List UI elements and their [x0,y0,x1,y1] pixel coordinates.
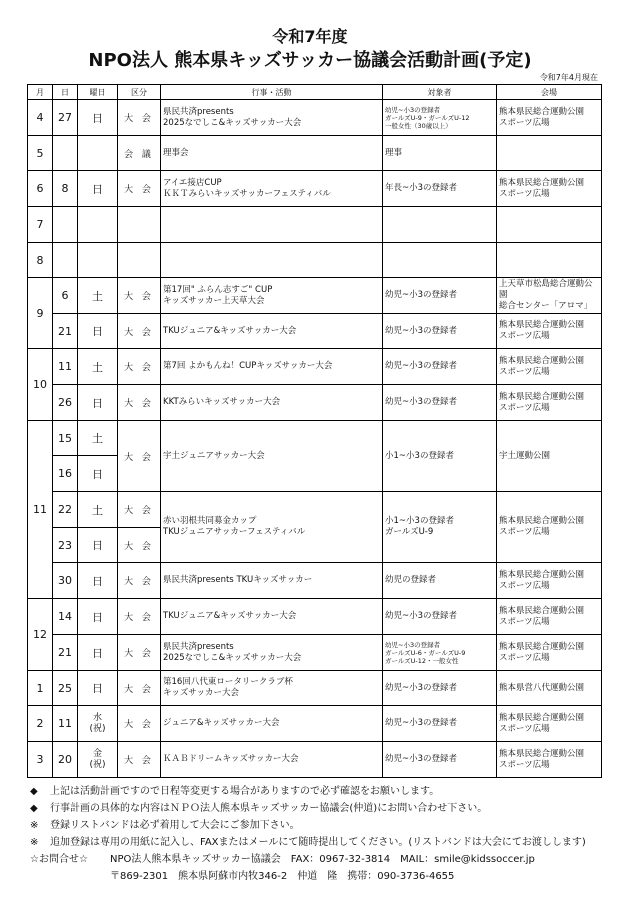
event-name: 赤い羽根共同募金カップ TKUジュニアサッカーフェスティバル [163,516,306,537]
target-audience: 幼児~小3の登録者 [385,718,458,728]
month-cell: 5 [28,136,53,171]
table-row [28,671,602,706]
target-audience: 幼児~小3の登録者 ガールズU-6・ガールズU-9 ガールズU-12・一般女性 [385,640,466,665]
weekday-cell: 日 [78,671,118,706]
weekday-cell: 日 [78,385,118,421]
table-header-row [28,85,602,100]
day-cell: 21 [53,314,78,349]
header-category: 区分 [118,85,161,100]
day-cell: 11 [53,706,78,742]
note-mark: ※ [30,837,39,848]
header-month: 月 [28,85,53,100]
month-cell: 10 [28,349,53,421]
weekday-cell: 日 [78,100,118,136]
table-row [28,635,602,671]
target-audience: 幼児~小3の登録者 [385,361,458,371]
target-audience: 幼児~小3の登録者 ガールズU-9・ガールズU-12 一般女性（30歳以上） [385,105,470,130]
note-text: 追加登録は専用の用紙に記入し、FAXまたはメールにて随時提出してください。(リストバンドは大会にてお渡しします) [50,837,586,848]
venue-name: 宇土運動公園 [499,450,551,461]
event-name: 県民共済presents TKUキッズサッカー [163,575,313,585]
category-cell: 大 会 [118,100,161,136]
fiscal-year-title: 令和7年度 [272,27,348,46]
day-cell: 27 [53,100,78,136]
weekday-cell: 日 [78,528,118,563]
venue-name: 熊本県民総合運動公園 スポーツ広場 [499,712,585,734]
table-row [28,742,602,778]
header-venue: 会場 [497,85,602,100]
weekday-cell: 日 [78,171,118,207]
header-weekday: 曜日 [78,85,118,100]
category-cell: 大 会 [118,349,161,385]
contact-line-org: NPO法人熊本県キッズサッカー協議会 FAX：0967-32-3814 MAIL：smile@kidssoccer.jp [110,854,535,865]
day-cell: 15 [53,421,78,456]
category-cell: 大 会 [118,599,161,635]
day-cell: 11 [53,349,78,385]
table-row [28,207,602,243]
venue-name: 熊本県営八代運動公園 [499,682,585,693]
day-cell: 23 [53,528,78,563]
table-row [28,243,602,278]
venue-name: 熊本県民総合運動公園 スポーツ広場 [499,569,585,591]
category-cell: 大 会 [118,671,161,706]
day-cell: 16 [53,456,78,492]
note-text: 行事計画の具体的な内容はＮＰＯ法人熊本県キッズサッカー協議会(仲道)にお問い合わせ下さい。 [50,803,488,814]
event-name: 理事会 [163,147,189,158]
event-name: TKUジュニア&キッズサッカー大会 [163,325,297,336]
event-name: TKUジュニア&キッズサッカー大会 [163,611,297,621]
target-audience: 年長~小3の登録者 [385,183,458,193]
weekday-cell: 日 [78,456,118,492]
header-day: 日 [53,85,78,100]
target-audience: 幼児~小3の登録者 [385,682,458,693]
venue-name: 熊本県民総合運動公園 スポーツ広場 [499,106,585,128]
event-name: 第7回 よかもんね！CUPキッズサッカー大会 [163,361,333,371]
as-of-date: 令和7年4月現在 [539,73,598,82]
note-line [30,834,610,851]
table-row [28,563,602,599]
category-cell: 大 会 [118,314,161,349]
schedule-table [27,84,602,778]
weekday-cell: 日 [78,563,118,599]
note-mark: ◆ [30,803,38,814]
header-target: 対象者 [383,85,497,100]
category-cell: 大 会 [118,421,161,492]
day-cell: 22 [53,492,78,528]
category-cell: 大 会 [118,706,161,742]
month-cell: 1 [28,671,53,706]
weekday-cell: 土 [78,492,118,528]
target-audience: 小1~小3の登録者 ガールズU-9 [385,516,454,537]
table-row [28,385,602,421]
target-audience: 幼児~小3の登録者 [385,611,458,621]
note-line [30,800,610,817]
weekday-cell [78,136,118,171]
note-text: 登録リストバンドは必ず着用して大会にご参加下さい。 [50,820,300,831]
month-cell: 11 [28,421,53,599]
target-audience: 幼児~小3の登録者 [385,754,458,764]
weekday-cell: 日 [78,635,118,671]
day-cell: 30 [53,563,78,599]
month-cell: 7 [28,207,53,243]
weekday-cell: 金 (祝) [89,748,106,770]
venue-name: 熊本県民総合運動公園 スポーツ広場 [499,355,585,377]
month-cell: 3 [28,742,53,778]
note-line [30,783,610,800]
target-audience: 小1~小3の登録者 [385,450,454,461]
venue-name: 熊本県民総合運動公園 スポーツ広場 [499,177,585,199]
table-row [28,100,602,136]
weekday-cell: 土 [78,278,118,314]
venue-name: 熊本県民総合運動公園 スポーツ広場 [499,641,585,663]
venue-name: 熊本県民総合運動公園 スポーツ広場 [499,605,585,627]
note-text: 上記は活動計画ですので日程等変更する場合がありますので必ず確認をお願いします。 [50,786,440,797]
month-cell: 6 [28,171,53,207]
venue-name: 熊本県民総合運動公園 スポーツ広場 [499,320,585,341]
weekday-cell: 土 [78,349,118,385]
category-cell: 大 会 [118,742,161,778]
contact-label: ☆お問合せ☆ [30,854,88,865]
contact-line-address: 〒869-2301 熊本県阿蘇市内牧346-2 仲道 隆 携帯：090-3736-4655 [110,871,455,882]
venue-name: 熊本県民総合運動公園 スポーツ広場 [499,391,585,413]
day-cell: 6 [53,278,78,314]
event-name: 第16回八代東ロータリークラブ杯 キッズサッカー大会 [163,677,293,698]
table-row [28,136,602,171]
month-cell: 2 [28,706,53,742]
event-name: KKTみらいキッズサッカー大会 [163,397,281,407]
day-cell: 26 [53,385,78,421]
table-row [28,171,602,207]
target-audience: 幼児~小3の登録者 [385,397,458,407]
category-cell: 大 会 [118,385,161,421]
day-cell: 25 [53,671,78,706]
page-title: NPO法人 熊本県キッズサッカー協議会活動計画(予定) [88,50,532,71]
weekday-cell: 日 [78,314,118,349]
venue-name: 熊本県民総合運動公園 スポーツ広場 [499,516,585,537]
target-audience: 幼児~小3の登録者 [385,290,458,300]
target-audience: 幼児の登録者 [385,575,437,585]
month-cell: 9 [28,278,53,349]
category-cell: 会 議 [118,136,161,171]
weekday-cell: 水 (祝) [89,712,106,734]
table-row [28,349,602,385]
month-cell: 12 [28,599,53,671]
day-cell: 21 [53,635,78,671]
month-cell: 8 [28,243,53,278]
event-name: 県民共済presents 2025なでしこ&キッズサッカー大会 [163,641,302,663]
venue-name: 上天草市松島総合運動公園 総合センター「アロマ」 [499,279,593,311]
target-audience: 幼児~小3の登録者 [385,325,458,336]
event-name: アイエ接店CUP ＫＫＴみらいキッズサッカーフェスティバル [163,177,331,199]
month-cell: 4 [28,100,53,136]
day-cell: 14 [53,599,78,635]
table-row [28,314,602,349]
contact-block [30,851,535,885]
target-audience: 理事 [385,147,403,158]
table-row [28,706,602,742]
day-cell: 8 [53,171,78,207]
event-name: 宇土ジュニアサッカー大会 [163,450,265,461]
day-cell [53,136,78,171]
table-row [28,599,602,635]
category-cell: 大 会 [118,492,161,528]
category-cell: 大 会 [118,171,161,207]
table-row [28,492,602,528]
event-name: ＫＡＢドリームキッズサッカー大会 [163,754,299,764]
weekday-cell: 日 [78,599,118,635]
category-cell: 大 会 [118,528,161,563]
event-name: 第17回" ふらん志すご" CUP キッズサッカー上天草大会 [163,284,273,306]
table-row [28,278,602,314]
note-mark: ※ [30,820,39,831]
note-mark: ◆ [30,786,38,797]
table-row [28,421,602,456]
note-line [30,817,610,834]
weekday-cell: 土 [78,421,118,456]
day-cell: 20 [53,742,78,778]
header-event: 行事・活動 [161,85,383,100]
category-cell: 大 会 [118,278,161,314]
category-cell: 大 会 [118,635,161,671]
event-name: ジュニア&キッズサッカー大会 [163,718,280,728]
event-name: 県民共済presents 2025なでしこ&キッズサッカー大会 [163,106,302,128]
category-cell: 大 会 [118,563,161,599]
venue-name: 熊本県民総合運動公園 スポーツ広場 [499,748,585,770]
notes-section [30,783,610,851]
